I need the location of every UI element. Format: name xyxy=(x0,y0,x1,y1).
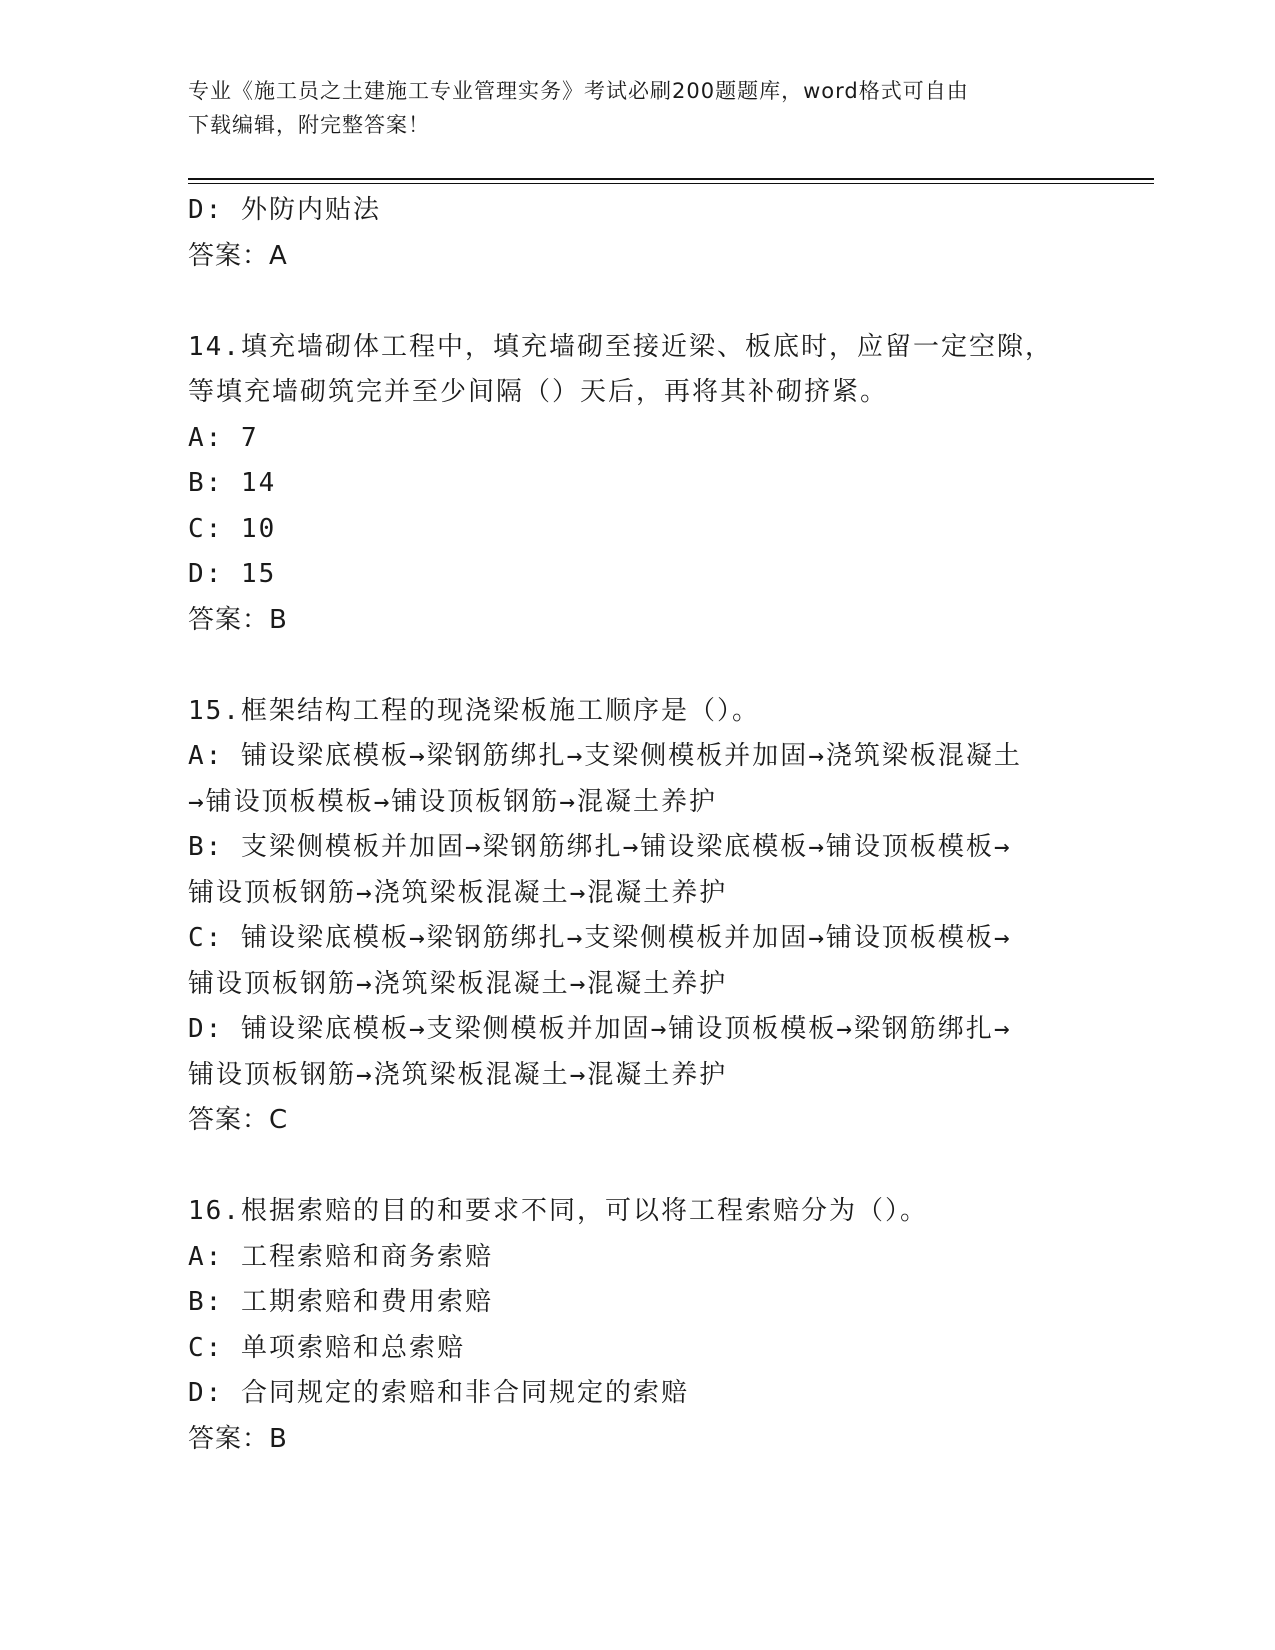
option-line: B: 支梁侧模板并加固→梁钢筋绑扎→铺设梁底模板→铺设顶板模板→ xyxy=(188,832,1012,862)
answer-line: 答案：B xyxy=(188,1423,288,1454)
option-d xyxy=(188,1007,1088,1098)
option-line: A: 7 xyxy=(188,422,259,453)
question-text xyxy=(188,325,1088,416)
option-d xyxy=(188,552,1088,598)
option-c xyxy=(188,1326,1088,1372)
option-c xyxy=(188,916,1088,1007)
spacer xyxy=(188,1144,1088,1190)
option-line: 铺设顶板钢筋→浇筑梁板混凝土→混凝土养护 xyxy=(188,1059,728,1090)
option-line: B: 14 xyxy=(188,468,277,498)
option-line: 铺设顶板钢筋→浇筑梁板混凝土→混凝土养护 xyxy=(188,877,728,908)
question-text xyxy=(188,689,1088,735)
option-c xyxy=(188,507,1088,553)
question-text-line: 15.框架结构工程的现浇梁板施工顺序是（）。 xyxy=(188,695,760,726)
question-text-line: 等填充墙砌筑完并至少间隔（）天后，再将其补砌挤紧。 xyxy=(188,377,889,407)
answer-line: 答案：A xyxy=(188,240,288,271)
option-line: A: 工程索赔和商务索赔 xyxy=(188,1241,493,1272)
option-line: C: 10 xyxy=(188,513,277,544)
answer-line: 答案：C xyxy=(188,1105,289,1135)
question-text-line: 14.填充墙砌体工程中，填充墙砌至接近梁、板底时，应留一定空隙， xyxy=(188,331,1053,362)
option-d xyxy=(188,1371,1088,1417)
option-line: B: 工期索赔和费用索赔 xyxy=(188,1287,493,1317)
question-13-tail xyxy=(188,188,1088,279)
question-text xyxy=(188,1189,1088,1235)
option-line: 铺设顶板钢筋→浇筑梁板混凝土→混凝土养护 xyxy=(188,968,728,999)
answer-line: 答案：B xyxy=(188,604,288,635)
option-a xyxy=(188,416,1088,462)
question-14 xyxy=(188,325,1088,644)
option-line: D: 15 xyxy=(188,559,277,589)
question-15 xyxy=(188,689,1088,1144)
header-rule-thin xyxy=(188,183,1154,184)
option-a xyxy=(188,1235,1088,1281)
option-b xyxy=(188,825,1088,916)
option-b xyxy=(188,461,1088,507)
option-line: C: 铺设梁底模板→梁钢筋绑扎→支梁侧模板并加固→铺设顶板模板→ xyxy=(188,923,1012,953)
header-rule-thick xyxy=(188,178,1154,180)
spacer xyxy=(188,643,1088,689)
option-line: →铺设顶板模板→铺设顶板钢筋→混凝土养护 xyxy=(188,786,717,817)
option-line: D: 合同规定的索赔和非合同规定的索赔 xyxy=(188,1378,689,1408)
option-line: D: 铺设梁底模板→支梁侧模板并加固→铺设顶板模板→梁钢筋绑扎→ xyxy=(188,1014,1012,1044)
spacer xyxy=(188,279,1088,325)
document-header xyxy=(188,74,1068,142)
option-line: A: 铺设梁底模板→梁钢筋绑扎→支梁侧模板并加固→浇筑梁板混凝土 xyxy=(188,741,1022,771)
question-16 xyxy=(188,1189,1088,1462)
option-b xyxy=(188,1280,1088,1326)
header-line-2: 下载编辑，附完整答案！ xyxy=(188,113,430,137)
question-text-line: 16.根据索赔的目的和要求不同，可以将工程索赔分为（）。 xyxy=(188,1196,928,1226)
option-line: C: 单项索赔和总索赔 xyxy=(188,1332,465,1363)
document-body xyxy=(188,188,1088,1462)
option-a xyxy=(188,734,1088,825)
option-d: D: 外防内贴法 xyxy=(188,195,381,225)
header-line-1: 专业《施工员之土建施工专业管理实务》考试必刷200题题库，word格式可自由 xyxy=(188,79,969,103)
